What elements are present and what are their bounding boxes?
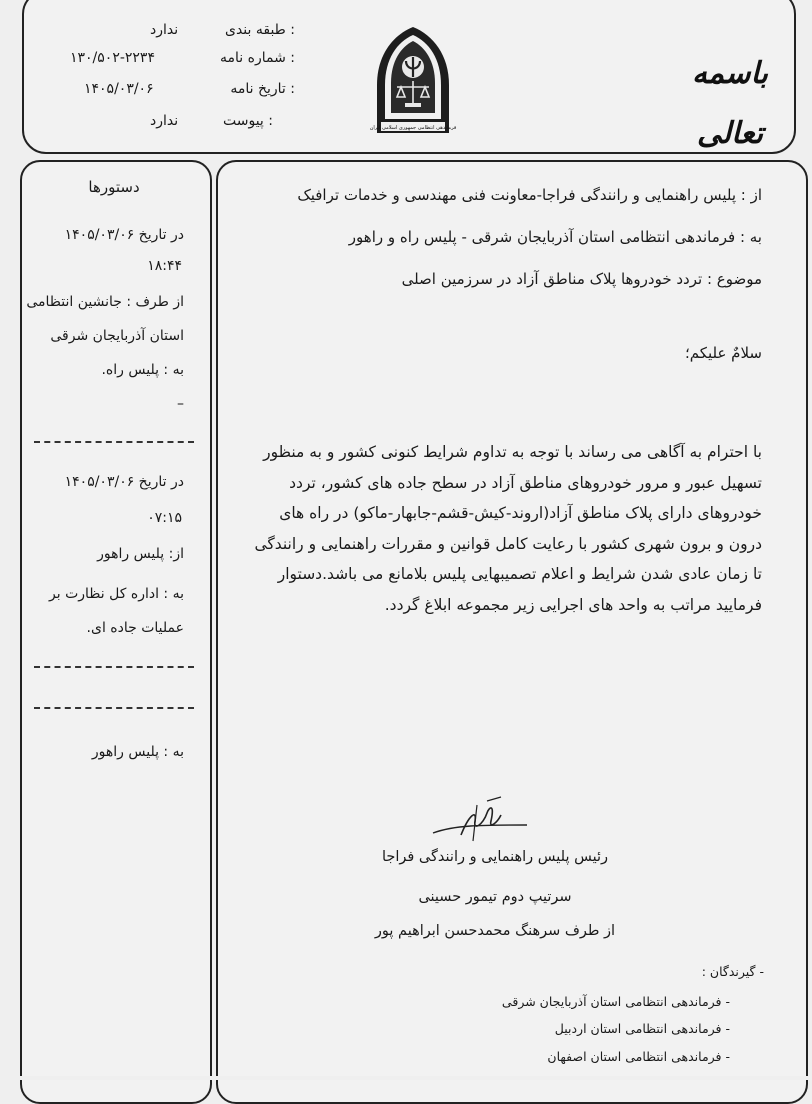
recipient-item: - فرماندهی انتظامی استان اردبیل (554, 1021, 730, 1036)
sidebar-divider (34, 707, 194, 709)
letter-body-box (216, 160, 808, 1104)
police-emblem-icon (369, 25, 457, 139)
entry1-from-cont: استان آذربایجان شرقی (50, 328, 184, 344)
basmala-calligraphy: باسمه تعالی (691, 56, 769, 151)
entry1-date: در تاریخ ۱۴۰۵/۰۳/۰۶ (64, 227, 184, 243)
classification-value: ندارد (150, 22, 179, 38)
recipient-item: - فرماندهی انتظامی استان اصفهان (547, 1049, 730, 1064)
recipients-title: - گیرندگان : (701, 964, 764, 979)
sidebar-title: دستورها (88, 178, 140, 196)
letter-greeting: سلامٌ علیکم؛ (684, 344, 762, 362)
classification-label: طبقه بندی : (224, 22, 295, 38)
attachment-label: پیوست : (222, 113, 273, 129)
letter-no-label: شماره نامه : (220, 50, 295, 66)
body-line: خودروهای دارای پلاک مناطق آزاد(اروند-کیش-قشم-جابهار-ماکو) در راه های (279, 504, 762, 523)
signed-on-behalf: از طرف سرهنگ محمدحسن ابراهیم پور (374, 923, 616, 939)
entry2-date: در تاریخ ۱۴۰۵/۰۳/۰۶ (64, 474, 184, 490)
body-line: درون و برون شهری کشور با رعایت کامل قوانین و مقررات راهنمایی و رانندگی (254, 534, 762, 553)
signer-title: رئیس پلیس راهنمایی و رانندگی فراجا (381, 849, 608, 865)
date-value: ۱۴۰۵/۰۳/۰۶ (84, 81, 154, 97)
letter-no-value: ۱۳۰/۵۰۲-۲۲۳۴ (70, 50, 155, 66)
letter-to: به : فرماندهی انتظامی استان آذربایجان شرقی - پلیس راه و راهور (348, 228, 762, 246)
entry1-to: به : پلیس راه. (101, 362, 184, 378)
letter-subject: موضوع : تردد خودروها پلاک مناطق آزاد در سرزمین اصلی (401, 270, 762, 288)
entry2-to-cont: عملیات جاده ای. (86, 620, 184, 636)
entry1-from: از طرف : جانشین انتظامی (26, 294, 184, 310)
signer-name: سرتیپ دوم تیمور حسینی (418, 889, 572, 905)
emblem-caption: فرماندهی انتظامی جمهوری اسلامی ایران (369, 125, 457, 131)
signature-image (425, 795, 535, 845)
body-line: تسهیل عبور و مرور خودروهای مناطق آزاد در سطح جاده های کشور، تردد (289, 473, 762, 492)
body-line: فرمایید مراتب به واحد های اجرایی زیر مجموعه ابلاغ گردد. (384, 595, 762, 614)
entry2-time: ۰۷:۱۵ (147, 510, 182, 526)
sidebar-divider (34, 441, 194, 443)
entry1-time: ۱۸:۴۴ (147, 258, 182, 274)
body-line: با احترام به آگاهی می رساند با توجه به تداوم شرایط کنونی کشور و به منظور (263, 443, 762, 461)
entry2-to: به : اداره کل نظارت بر (49, 586, 184, 602)
letter-body (222, 437, 762, 621)
recipient-item: - فرماندهی انتظامی استان آذربایجان شرقی (501, 994, 730, 1009)
entry1-dash: – (177, 396, 184, 412)
body-line: تا زمان عادی شدن شرایط و اعلام تصمیبهایی پلیس بلامانع می باشد.دستوار (277, 565, 762, 584)
letter-from: از : پلیس راهنمایی و رانندگی فراجا-معاونت فنی مهندسی و خدمات ترافیک (297, 186, 762, 204)
page-edge (0, 1076, 812, 1080)
attachment-value: ندارد (150, 113, 179, 129)
sidebar-divider (34, 666, 194, 668)
entry2-from: از: پلیس راهور (97, 546, 184, 562)
date-label: تاریخ نامه : (230, 81, 295, 97)
entry3-to: به : پلیس راهور (91, 744, 184, 760)
